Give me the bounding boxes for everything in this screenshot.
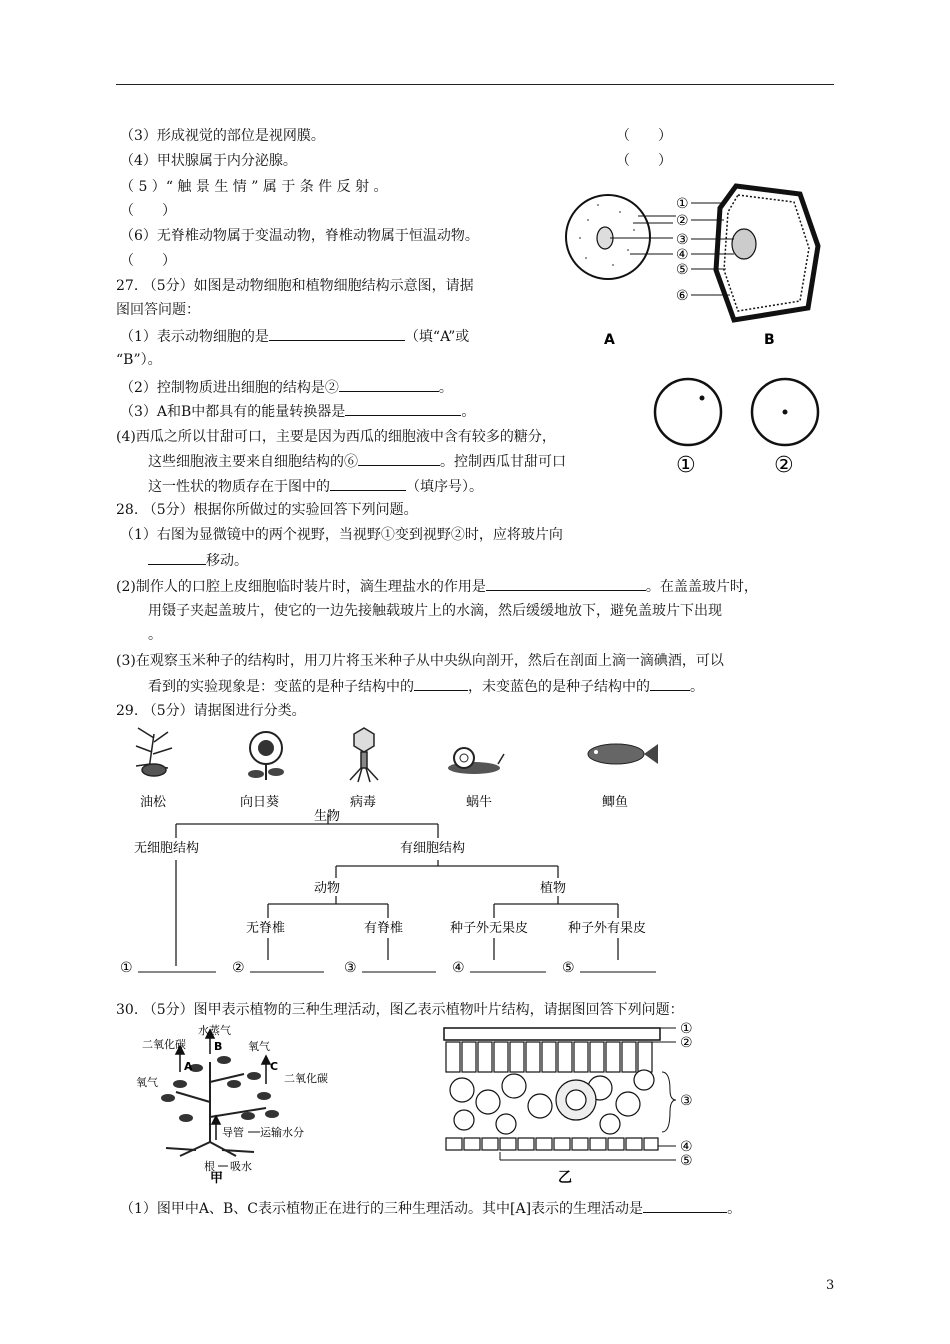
jia-o2-a: 氧气 [136,1076,158,1089]
judge-item-4: （4）甲状腺属于内分泌腺。 [120,153,297,169]
page-number: 3 [826,1278,835,1293]
cell-label-1: ① [676,196,689,212]
organism-sunflower: 向日葵 [240,795,280,810]
cell-structure-figure [558,180,834,360]
jia-vessel: 导管 [222,1126,244,1139]
tree-root: 生物 [314,809,341,824]
tree-has-peel: 种子外有果皮 [568,921,647,936]
jia-o2-c: 氧气 [248,1040,270,1053]
q28-s2: (2)制作人的口腔上皮细胞临时装片时，滴生理盐水的作用是 。在盖盖玻片时， [116,576,758,597]
q27-title-2: 图回答问题： [116,302,200,318]
answer-blank[interactable] [414,676,468,691]
jia-co2-a: 二氧化碳 [142,1038,186,1051]
cell-a-label: A [604,332,615,348]
q27-s1-cont: “B”）。 [116,352,162,368]
view-1-label: ① [676,453,696,478]
organism-snail: 蜗牛 [466,795,493,810]
jia-co2-c: 二氧化碳 [284,1072,328,1085]
judge-paren-4[interactable]: （ ） [616,153,672,169]
judge-paren-3[interactable]: （ ） [616,128,672,144]
jia-root: 根 [204,1160,215,1173]
organism-virus: 病毒 [350,795,377,810]
answer-blank[interactable] [330,476,406,491]
q28-s3: (3)在观察玉米种子的结构时，用刀片将玉米种子从中央纵向剖开，然后在剖面上滴一滴碘酒，可以 [116,653,724,669]
q27-s4-cont2: 这一性状的物质存在于图中的 （填序号）。 [148,476,483,497]
judge-item-6: （6）无脊椎动物属于变温动物，脊椎动物属于恒温动物。 [120,228,479,244]
answer-label-4: ④ [452,960,465,976]
answer-blank[interactable] [339,377,439,392]
view-1-object [700,396,705,401]
judge-paren-5[interactable]: （ ） [120,203,176,219]
cell-label-6: ⑥ [676,288,689,304]
leaf-label-3: ③ [680,1093,693,1109]
leaf-label-1: ① [680,1021,693,1037]
answer-label-3: ③ [344,960,357,976]
jia-name: 甲 [210,1171,224,1186]
lower-epidermis [446,1138,658,1150]
spongy-layer [450,1070,654,1134]
jia-b: B [214,1040,223,1053]
palisade-layer [446,1042,652,1072]
q28-s2-cont: 用镊子夹起盖玻片，使它的一边先接触载玻片上的水滴，然后缓缓地放下，避免盖玻片下出现 [148,603,722,619]
classification-figure [118,724,678,980]
answer-blank[interactable] [148,550,206,565]
microscope-views-figure [648,372,834,482]
answer-blank[interactable] [358,451,440,466]
fish-image [588,744,658,764]
jia-absorb: 吸水 [230,1160,252,1173]
answer-blank[interactable] [486,576,646,591]
judge-paren-6[interactable]: （ ） [120,253,176,269]
tree-invertebrate: 无脊椎 [246,921,286,936]
answer-blank[interactable] [650,676,690,691]
plant-leaves [161,1056,279,1122]
upper-epidermis-outer [444,1028,660,1040]
q28-s2-end: 。 [148,627,162,643]
tree-vertebrate: 有脊椎 [364,921,404,936]
cell-label-4: ④ [676,247,689,263]
organism-pine: 油松 [140,795,167,810]
q28-s3-cont: 看到的实验现象是：变蓝的是种子结构中的 ，未变蓝色的是种子结构中的 。 [148,676,704,697]
cell-label-5: ⑤ [676,262,689,278]
organism-fish: 鲫鱼 [602,795,629,810]
answer-label-1: ① [120,960,133,976]
tree-animal: 动物 [314,881,341,896]
q30-s1: （1）图甲中A、B、C表示植物正在进行的三种生理活动。其中[A]表示的生理活动是 。 [120,1198,741,1219]
q28-title: 28. （5分）根据你所做过的实验回答下列问题。 [116,502,418,518]
sunflower-image [248,732,284,780]
tree-has-cell: 有细胞结构 [400,841,466,856]
header-rule [116,84,834,85]
cell-label-2: ② [676,213,689,229]
answer-label-5: ⑤ [562,960,575,976]
jia-a: A [184,1060,193,1073]
jia-vapor: 水蒸气 [198,1024,231,1037]
q30-title: 30. （5分）图甲表示植物的三种生理活动，图乙表示植物叶片结构，请据图回答下列问题： [116,1002,684,1018]
leaf-structure-figure [440,1020,710,1186]
q27-s1: （1）表示动物细胞的是 （填“A”或 [120,326,469,347]
cell-label-3: ③ [676,232,689,248]
answer-blank[interactable] [345,401,461,416]
q28-s1: （1）右图为显微镜中的两个视野，当视野①变到视野②时，应将玻片向 [120,527,563,543]
q27-s3: （3）A和B中都具有的能量转换器是 。 [120,401,475,422]
plant-cell-nucleus [732,229,756,259]
leaf-label-5: ⑤ [680,1153,693,1169]
leaf-label-4: ④ [680,1139,693,1155]
judge-item-3: （3）形成视觉的部位是视网膜。 [120,128,325,144]
cell-b-label: B [764,332,775,348]
q27-s4-cont: 这些细胞液主要来自细胞结构的⑥ 。控制西瓜甘甜可口 [148,451,566,472]
virus-image [350,728,378,782]
vein [556,1080,596,1120]
q29-title: 29. （5分）请据图进行分类。 [116,703,306,719]
answer-label-2: ② [232,960,245,976]
leaf-label-2: ② [680,1035,693,1051]
jia-c: C [270,1060,279,1073]
q27-s2: （2）控制物质进出细胞的结构是② 。 [120,377,453,398]
tree-no-peel: 种子外无果皮 [450,921,529,936]
pine-image [136,728,172,776]
tree-plant: 植物 [540,881,567,896]
q27-s4: (4)西瓜之所以甘甜可口，主要是因为西瓜的细胞液中含有较多的糖分， [116,429,556,445]
tree-no-cell: 无细胞结构 [134,841,200,856]
answer-blank[interactable] [269,326,405,341]
view-2-label: ② [774,453,794,478]
judge-item-5: （ 5 ）“ 触 景 生 情 ” 属 于 条 件 反 射 。 [120,179,388,195]
plant-activity-figure [136,1022,328,1186]
snail-image [448,748,504,774]
q27-title: 27. （5分）如图是动物细胞和植物细胞结构示意图，请据 [116,278,474,294]
yi-name: 乙 [558,1170,572,1186]
answer-blank[interactable] [643,1198,727,1213]
q28-s1-cont: 移动。 [148,550,248,571]
view-1-circle [655,379,721,445]
view-2-object [783,410,788,415]
jia-transport: 运输水分 [260,1126,304,1139]
